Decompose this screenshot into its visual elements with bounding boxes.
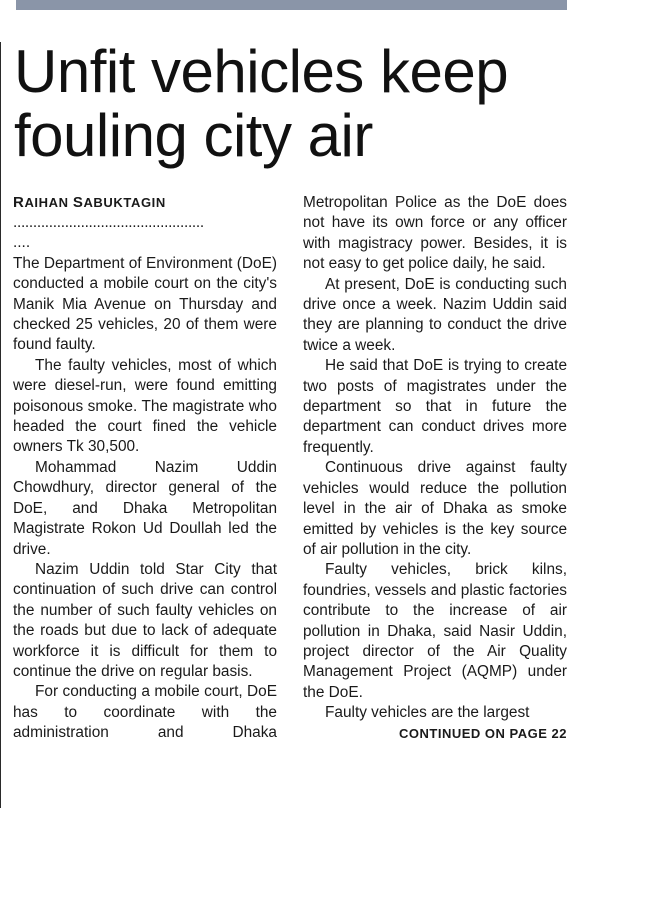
left-column-rule [0,42,1,808]
separator-dots: ................................................ [13,214,204,231]
article-column-right [303,193,567,744]
byline: RAIHAN SABUKTAGIN [13,194,166,211]
paragraph: The faulty vehicles, most of which were diesel-run, were found emitting poisonous smoke. The magistrate who headed the court fined the vehicle owners Tk 30,500. [13,356,277,456]
article-column-left [13,193,277,744]
paragraph: Mohammad Nazim Uddin Chowdhury, director general of the DoE, and Dhaka Metropolitan Magistrate Rokon Ud Doullah led the drive. [13,458,277,558]
paragraph: The Department of Environment (DoE) conducted a mobile court on the city's Manik Mia Avenue on Thursday and checked 25 vehicles, 20 of them were found faulty. [13,254,277,354]
paragraph: Faulty vehicles, brick kilns, foundries, vessels and plastic factories contribute to the increase of air pollution in Dhaka, said Nasir Uddin, project director of the Air Quality Management Project (AQMP) under the DoE. [303,561,567,701]
paragraph: He said that DoE is trying to create two posts of magistrates under the department so that in future the department can conduct drives more frequently. [303,357,567,456]
continued-on-link[interactable]: CONTINUED ON PAGE 22 [399,725,567,741]
paragraph: At present, DoE is conducting such drive once a week. Nazim Uddin said they are planning to conduct the drive twice a week. [303,275,567,354]
top-color-bar [16,0,567,10]
headline: Unfit vehicles keep fouling city air [14,38,509,169]
separator-dots-end: .... [13,234,31,252]
paragraph: Nazim Uddin told Star City that continuation of such drive can control the number of such faulty vehicles on the roads but due to lack of adequate workforce it is difficult for them to continue the drive on regular basis. [13,560,277,680]
paragraph: Metropolitan Police as the DoE does not have its own force or any officer with magistracy power. Besides, it is not easy to get police daily, he said. [303,194,567,273]
paragraph: Continuous drive against faulty vehicles would reduce the pollution level in the air of Dhaka as smoke emitted by vehicles is the key source of air pollution in the city. [303,459,567,558]
paragraph: Faulty vehicles are the largest [325,704,530,722]
paragraph: For conducting a mobile court, DoE has to coordinate with the administration and Dhaka [13,683,277,742]
